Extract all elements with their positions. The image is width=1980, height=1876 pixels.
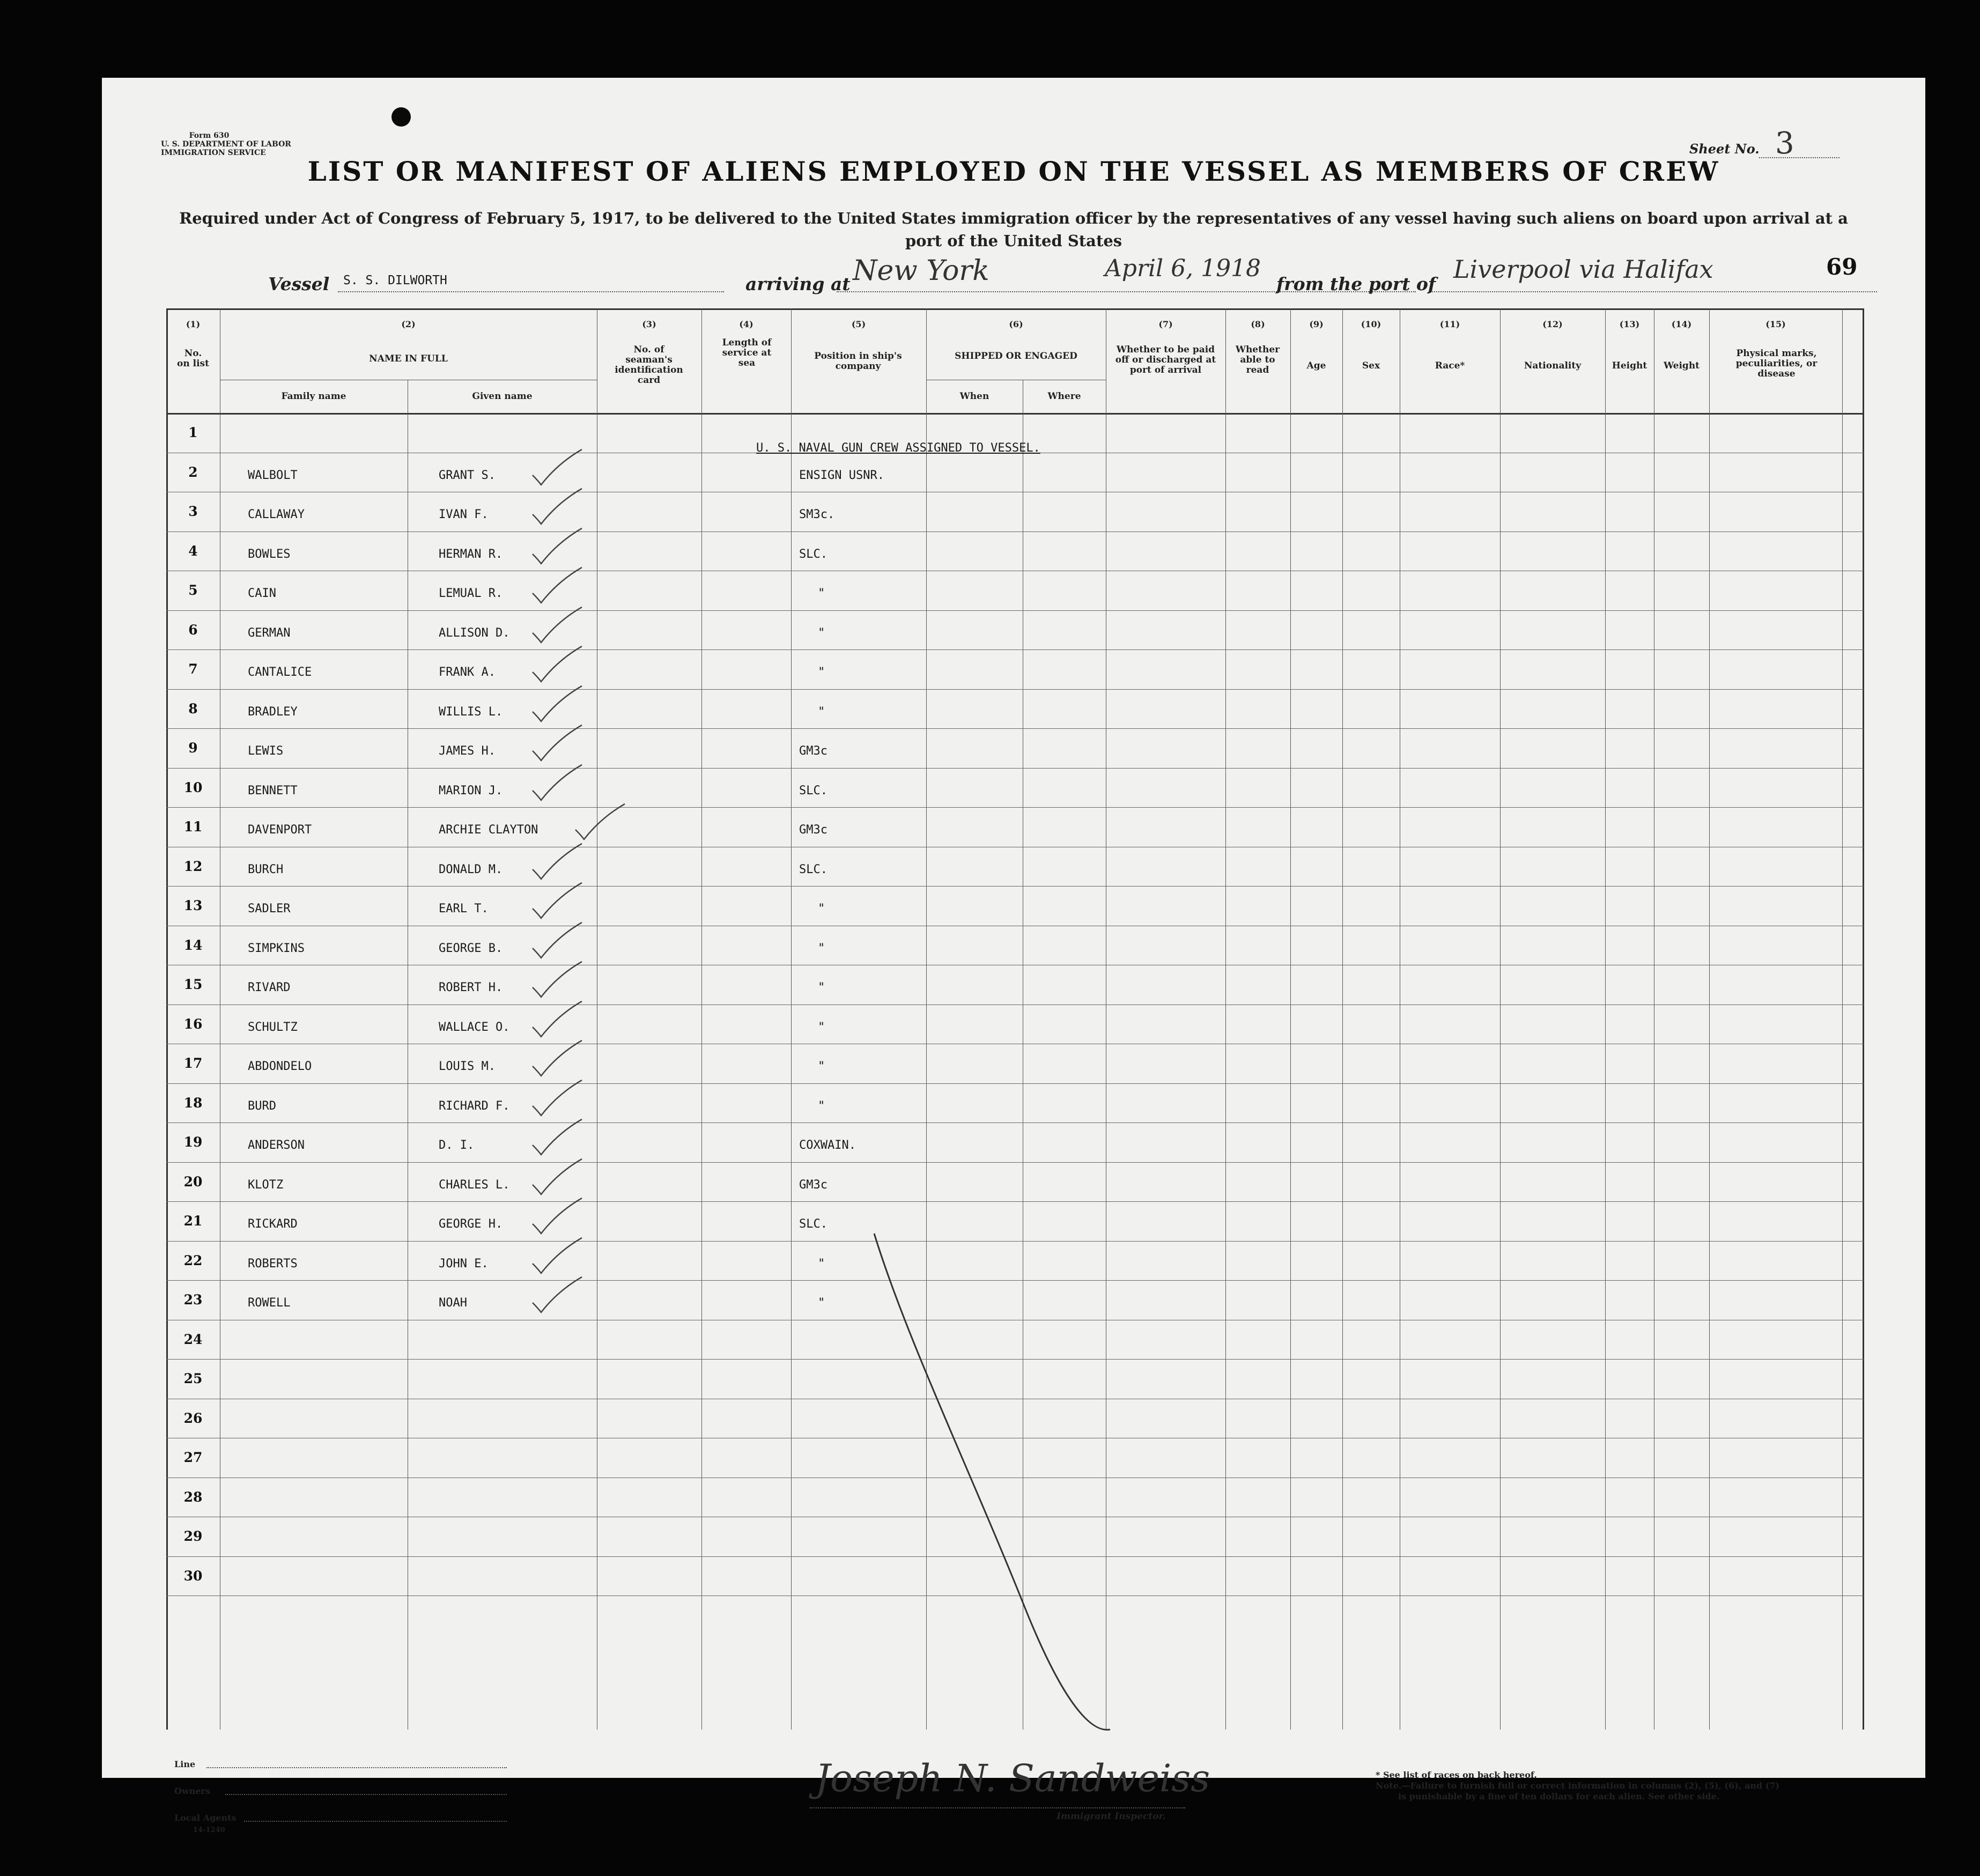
family-name-cell: LEWIS <box>248 744 284 758</box>
col-header-physical-marks: Physical marks, peculiarities, or disease <box>1735 348 1818 379</box>
given-name-cell: HERMAN R. <box>439 547 503 561</box>
check-mark-icon <box>528 605 587 648</box>
vessel-line <box>338 291 724 292</box>
family-name-cell: CALLAWAY <box>248 508 305 521</box>
given-name-cell: WILLIS L. <box>439 705 503 719</box>
check-mark-icon <box>528 999 587 1042</box>
row-number: 29 <box>183 1528 203 1544</box>
row-number: 6 <box>188 622 198 638</box>
row-number: 28 <box>183 1489 203 1505</box>
col-header-able-to-read: Whether able to read <box>1235 344 1280 375</box>
family-name-cell: GERMAN <box>248 626 291 640</box>
col-header-where: Where <box>1047 391 1081 402</box>
col-header-no-on-list: No. on list <box>177 348 209 369</box>
handwritten-stroke <box>863 1231 1132 1730</box>
penalty-note-line-2: is punishable by a fine of ten dollars for each alien. See other side. <box>1398 1791 1720 1801</box>
check-mark-icon <box>528 1117 587 1160</box>
given-name-cell: ROBERT H. <box>439 981 503 994</box>
form-title: LIST OR MANIFEST OF ALIENS EMPLOYED ON THE VESSEL AS MEMBERS OF CREW <box>307 156 1720 187</box>
table-row-line <box>166 1083 1864 1084</box>
table-row-line <box>166 1162 1864 1163</box>
column-number: (5) <box>851 319 866 329</box>
family-name-cell: ANDERSON <box>248 1139 305 1152</box>
position-cell: GM3c <box>799 823 828 837</box>
col-header-age: Age <box>1306 360 1326 371</box>
family-name-cell: BRADLEY <box>248 705 298 719</box>
position-cell: " <box>818 1020 825 1034</box>
check-mark-icon <box>528 1275 587 1318</box>
given-name-cell: IVAN F. <box>439 508 489 521</box>
check-mark-icon <box>528 684 587 727</box>
position-cell: " <box>818 902 825 915</box>
row-number: 16 <box>183 1016 203 1032</box>
arriving-port: New York <box>853 255 989 287</box>
family-name-cell: CANTALICE <box>248 666 312 679</box>
table-row-line <box>166 531 1864 532</box>
col-header-paid-off: Whether to be paid off or discharged at port of arrival <box>1115 344 1216 375</box>
form-subtitle-line-2: port of the United States <box>905 232 1122 250</box>
col-header-name-in-full: NAME IN FULL <box>369 353 448 364</box>
inspector-label: Immigrant Inspector. <box>1057 1811 1166 1822</box>
inspector-line <box>810 1807 1185 1808</box>
row-number: 19 <box>183 1134 203 1150</box>
given-name-cell: GEORGE B. <box>439 941 503 955</box>
position-cell: SM3c. <box>799 508 835 521</box>
check-mark-icon <box>528 920 587 963</box>
column-number: (9) <box>1309 319 1324 329</box>
family-name-cell: RIVARD <box>248 981 291 994</box>
sheet-number-value: 3 <box>1775 126 1794 161</box>
form-subtitle-line-1: Required under Act of Congress of February 5, 1917, to be delivered to the United States immigration officer by the representatives of any vessel having such aliens on board upon arrival at a <box>179 209 1848 227</box>
table-row-line <box>166 1201 1864 1202</box>
given-name-cell: WALLACE O. <box>439 1020 510 1034</box>
row-number: 21 <box>183 1213 203 1229</box>
row-number: 4 <box>188 543 198 559</box>
col-header-shipped-engaged: SHIPPED OR ENGAGED <box>955 351 1077 361</box>
check-mark-icon <box>528 1196 587 1239</box>
punch-hole <box>391 107 411 127</box>
arriving-label: arriving at <box>745 274 851 294</box>
position-cell: " <box>818 941 825 955</box>
position-cell: GM3c <box>799 744 828 758</box>
penalty-note-line-1: Note.—Failure to furnish full or correct information in columns (2), (5), (6), and (7) <box>1376 1781 1779 1791</box>
row-number: 11 <box>183 819 203 834</box>
family-name-cell: BOWLES <box>248 547 291 561</box>
manifest-sheet <box>102 78 1925 1834</box>
row-number: 15 <box>183 977 203 992</box>
position-cell: " <box>818 587 825 600</box>
position-cell: GM3c <box>799 1178 828 1192</box>
row-number: 17 <box>183 1055 203 1071</box>
given-name-cell: DONALD M. <box>439 862 503 876</box>
given-name-cell: MARION J. <box>439 784 503 797</box>
check-mark-icon <box>528 881 587 924</box>
given-name-cell: RICHARD F. <box>439 1099 510 1113</box>
family-name-cell: BENNETT <box>248 784 298 797</box>
owners-field <box>225 1794 507 1795</box>
position-cell: SLC. <box>799 784 828 797</box>
section-note: U. S. NAVAL GUN CREW ASSIGNED TO VESSEL. <box>756 441 1040 455</box>
arrival-date: April 6, 1918 <box>1105 255 1261 282</box>
row-number: 14 <box>183 937 203 953</box>
row-number: 30 <box>183 1568 203 1584</box>
position-cell: SLC. <box>799 862 828 876</box>
family-name-cell: WALBOLT <box>248 468 298 482</box>
family-name-cell: ROWELL <box>248 1296 291 1310</box>
races-note: * See list of races on back hereof. <box>1376 1770 1537 1780</box>
check-mark-icon <box>528 447 587 490</box>
col-header-length-service: Length of service at sea <box>722 337 772 368</box>
position-cell: " <box>818 1296 825 1310</box>
table-row-line <box>166 807 1864 808</box>
row-number: 8 <box>188 700 198 717</box>
row-number: 23 <box>183 1292 203 1308</box>
check-mark-icon <box>528 763 587 806</box>
sheet-number-label: Sheet No. <box>1689 141 1760 157</box>
position-cell: " <box>818 981 825 994</box>
col-header-nationality: Nationality <box>1524 360 1582 371</box>
position-cell: SLC. <box>799 1217 828 1231</box>
position-cell: " <box>818 1099 825 1113</box>
column-number: (13) <box>1619 319 1640 329</box>
col-header-family-name: Family name <box>281 391 346 402</box>
given-name-cell: NOAH <box>439 1296 467 1310</box>
col-header-position: Position in ship's company <box>814 351 902 372</box>
column-number: (3) <box>642 319 656 329</box>
column-number: (8) <box>1251 319 1265 329</box>
family-name-cell: BURD <box>248 1099 276 1113</box>
family-name-cell: KLOTZ <box>248 1178 284 1192</box>
table-top-border <box>166 308 1864 310</box>
family-name-cell: ABDONDELO <box>248 1060 312 1073</box>
check-mark-icon <box>528 1157 587 1200</box>
table-row-line <box>166 886 1864 887</box>
given-name-cell: D. I. <box>439 1139 475 1152</box>
column-number: (15) <box>1765 319 1786 329</box>
given-name-cell: JOHN E. <box>439 1257 489 1271</box>
given-name-cell: LEMUAL R. <box>439 587 503 600</box>
check-mark-icon <box>528 526 587 569</box>
column-number: (11) <box>1439 319 1460 329</box>
given-name-cell: EARL T. <box>439 902 489 915</box>
form-number: Form 630 <box>189 131 230 140</box>
form-code: 14-1240 <box>193 1826 225 1834</box>
check-mark-icon <box>528 644 587 687</box>
row-number: 18 <box>183 1095 203 1111</box>
position-cell: " <box>818 1257 825 1271</box>
row-number: 10 <box>183 779 203 795</box>
row-number: 20 <box>183 1173 203 1190</box>
column-number: (10) <box>1361 319 1381 329</box>
position-cell: " <box>818 666 825 679</box>
row-number: 9 <box>188 740 198 756</box>
family-name-cell: CAIN <box>248 587 276 600</box>
column-number: (4) <box>739 319 753 329</box>
given-name-cell: JAMES H. <box>439 744 496 758</box>
column-number: (1) <box>186 319 201 329</box>
col-header-when: When <box>959 391 989 402</box>
check-mark-icon <box>528 1078 587 1121</box>
check-mark-icon <box>528 723 587 766</box>
position-cell: " <box>818 1060 825 1073</box>
family-name-cell: BURCH <box>248 862 284 876</box>
row-number: 5 <box>188 582 198 598</box>
row-number: 24 <box>183 1331 203 1347</box>
check-mark-icon <box>528 565 587 608</box>
given-name-cell: ALLISON D. <box>439 626 510 640</box>
column-number: (2) <box>401 319 416 329</box>
given-name-cell: ARCHIE CLAYTON <box>439 823 538 837</box>
row-number: 13 <box>183 898 203 913</box>
row-number: 12 <box>183 858 203 874</box>
col-header-race: Race* <box>1435 360 1465 371</box>
line-label: Line <box>174 1759 196 1769</box>
check-mark-icon <box>528 486 587 529</box>
table-row-line <box>166 1122 1864 1123</box>
manifest-table <box>166 308 1864 1730</box>
row-number: 3 <box>188 504 198 519</box>
table-row-line <box>166 689 1864 690</box>
position-cell: COXWAIN. <box>799 1139 856 1152</box>
check-mark-icon <box>571 802 630 845</box>
given-name-cell: CHARLES L. <box>439 1178 510 1192</box>
row-number: 22 <box>183 1252 203 1268</box>
inspector-signature: Joseph N. Sandweiss <box>815 1756 1210 1800</box>
check-mark-icon <box>528 1236 587 1279</box>
service-name: IMMIGRATION SERVICE <box>161 149 266 157</box>
footer-notes <box>1376 1770 1779 1802</box>
table-row-line <box>166 610 1864 611</box>
page-number: 69 <box>1826 254 1858 280</box>
col-header-seaman-card: No. of seaman's identification card <box>615 344 683 386</box>
position-cell: " <box>818 705 825 719</box>
family-name-cell: SIMPKINS <box>248 941 305 955</box>
row-number: 25 <box>183 1371 203 1386</box>
from-port: Liverpool via Halifax <box>1453 255 1713 284</box>
position-cell: SLC. <box>799 547 828 561</box>
vessel-name: S. S. DILWORTH <box>343 274 447 287</box>
owners-label: Owners <box>174 1786 210 1796</box>
table-row-line <box>166 768 1864 769</box>
col-header-height: Height <box>1612 360 1647 371</box>
family-name-cell: DAVENPORT <box>248 823 312 837</box>
column-number: (12) <box>1542 319 1563 329</box>
form-number-block <box>161 131 291 157</box>
row-number: 2 <box>188 464 198 480</box>
column-number: (7) <box>1158 319 1173 329</box>
given-name-cell: FRANK A. <box>439 666 496 679</box>
from-port-label: from the port of <box>1276 274 1436 294</box>
family-name-cell: SADLER <box>248 902 291 915</box>
column-number: (14) <box>1671 319 1692 329</box>
row-number: 27 <box>183 1450 203 1465</box>
local-agents-field <box>244 1821 507 1822</box>
given-name-cell: GRANT S. <box>439 468 496 482</box>
given-name-cell: LOUIS M. <box>439 1060 496 1073</box>
table-row-line <box>166 649 1864 650</box>
col-header-given-name: Given name <box>472 391 533 402</box>
vessel-label: Vessel <box>268 274 330 294</box>
check-mark-icon <box>528 841 587 884</box>
row-number: 1 <box>188 425 198 440</box>
family-name-cell: RICKARD <box>248 1217 298 1231</box>
check-mark-icon <box>528 959 587 1002</box>
family-name-cell: SCHULTZ <box>248 1020 298 1034</box>
department-name: U. S. DEPARTMENT OF LABOR <box>161 140 291 149</box>
family-name-cell: ROBERTS <box>248 1257 298 1271</box>
line-field <box>206 1767 507 1768</box>
local-agents-label: Local Agents <box>174 1813 237 1823</box>
row-number: 26 <box>183 1410 203 1426</box>
column-number: (6) <box>1009 319 1023 329</box>
from-port-line <box>1432 291 1877 292</box>
check-mark-icon <box>528 1038 587 1081</box>
row-number: 7 <box>188 661 198 677</box>
col-header-sex: Sex <box>1362 360 1380 371</box>
col-header-weight: Weight <box>1663 360 1700 371</box>
given-name-cell: GEORGE H. <box>439 1217 503 1231</box>
position-cell: ENSIGN USNR. <box>799 468 884 482</box>
header-bottom-border <box>166 413 1864 415</box>
position-cell: " <box>818 626 825 640</box>
table-row-line <box>166 728 1864 729</box>
